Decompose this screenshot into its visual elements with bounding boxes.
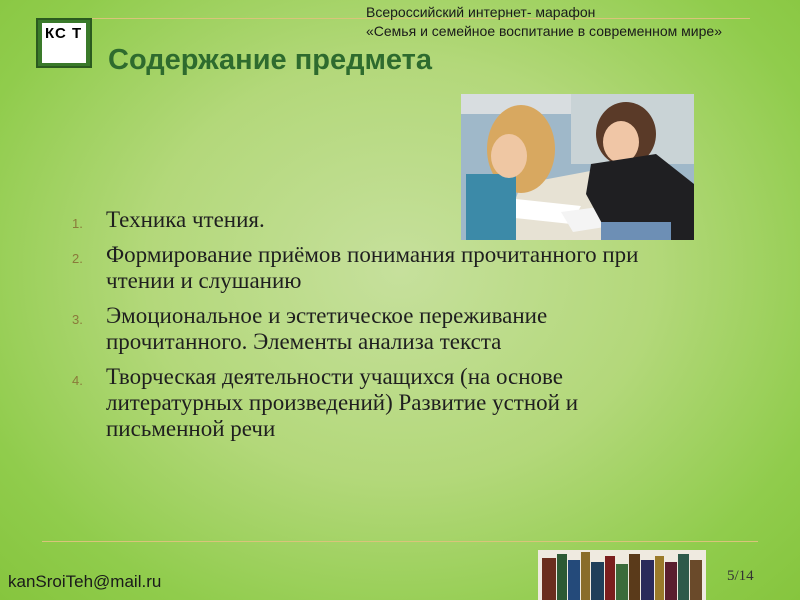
list-text: Творческая деятельности учащихся (на основе литературных произведений) Развитие устной и письменной речи — [106, 364, 579, 441]
page-number: 5/14 — [727, 568, 754, 584]
logo — [36, 18, 92, 68]
list-number: 1. — [72, 216, 83, 231]
books-image — [538, 550, 706, 600]
footer-divider — [42, 541, 758, 542]
header-line-1: Всероссийский интернет- марафон — [366, 4, 596, 20]
list-text: Эмоциональное и эстетическое переживание прочитанного. Элементы анализа текста — [106, 303, 548, 354]
page-title: Содержание предмета — [108, 44, 433, 76]
contact-email: kanSroiTeh@mail.ru — [8, 572, 162, 591]
header-line-2: «Семья и семейное воспитание в современном мире» — [366, 23, 722, 39]
content-list — [72, 207, 672, 451]
list-item — [72, 364, 672, 442]
list-item — [72, 242, 672, 294]
list-item — [72, 303, 672, 355]
list-text: Техника чтения. — [106, 207, 265, 232]
list-text: Формирование приёмов понимания прочитанного при чтении и слушанию — [106, 242, 639, 293]
list-number: 4. — [72, 373, 83, 388]
list-item — [72, 207, 672, 233]
list-number: 2. — [72, 251, 83, 266]
header — [366, 3, 722, 41]
list-number: 3. — [72, 312, 83, 327]
logo-text: КС Т — [42, 23, 86, 63]
bookshelf-illustration — [538, 550, 706, 600]
